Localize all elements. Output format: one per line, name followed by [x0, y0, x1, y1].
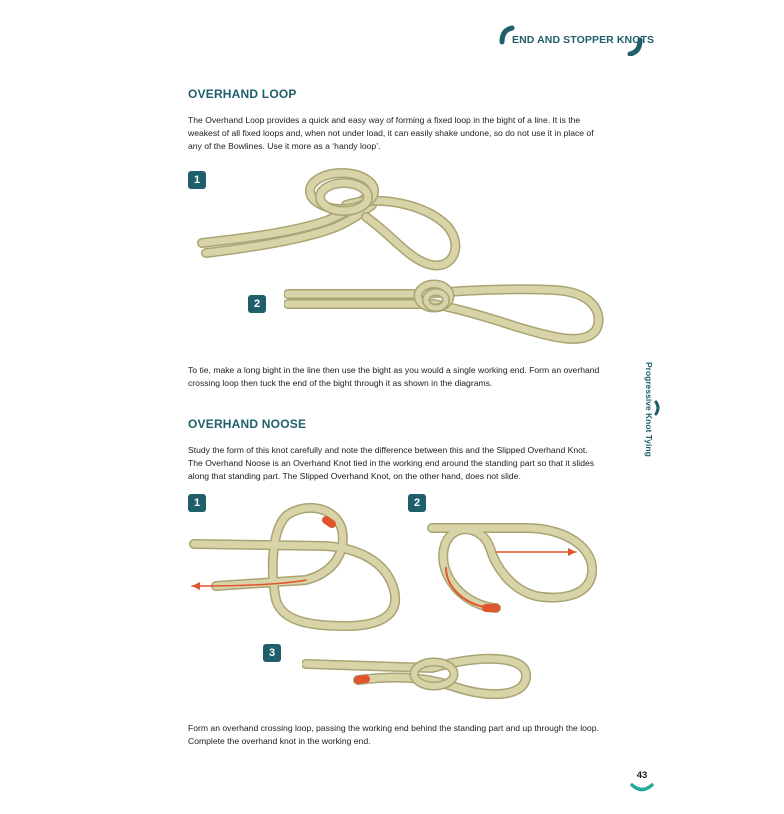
section-heading-overhand-noose: OVERHAND NOOSE	[188, 417, 307, 431]
overhand-noose-instructions: Form an overhand crossing loop, passing the working end behind the standing part and up through the loop. Complete the overhand knot in the working end.	[188, 723, 599, 746]
page-number: 43	[636, 770, 648, 781]
step-badge-1: 1	[188, 494, 206, 512]
overhand-noose-intro: Study the form of this knot carefully and note the difference between this and the Slipped Overhand Knot. The Overhand Noose is an Overhand Knot tied in the working end around the standing part so that it slides along that standing part. The Slipped Overhand Knot, on the other hand, does not slide.	[188, 445, 595, 481]
step-badge-2: 2	[248, 295, 266, 313]
overhand-loop-diagram-1	[196, 165, 466, 275]
section-heading-overhand-loop: OVERHAND LOOP	[188, 87, 297, 101]
side-tab-bracket-icon	[654, 400, 662, 416]
step-badge-3: 3	[263, 644, 281, 662]
page-number-bracket-icon	[630, 782, 654, 794]
side-tab	[636, 362, 662, 457]
overhand-noose-diagram-2	[426, 508, 606, 618]
overhand-loop-diagram-2	[284, 274, 608, 348]
side-tab-label: Progressive Knot Tying	[644, 362, 654, 457]
step-badge-1: 1	[188, 171, 206, 189]
chapter-title: END AND STOPPER KNOTS	[512, 34, 655, 46]
overhand-loop-instructions: To tie, make a long bight in the line then use the bight as you would a single working end. Form an overhand crossing loop then tuck the end of the bight through it as shown in the diagrams.	[188, 365, 600, 388]
overhand-noose-diagram-1	[186, 500, 408, 632]
step-badge-2: 2	[408, 494, 426, 512]
overhand-loop-intro: The Overhand Loop provides a quick and easy way of forming a fixed loop in the bight of a line. It is the weakest of all fixed loops and, when not under load, it can easily shake undone, so do not use it in place of any of the Bowlines. Use it more as a ‘handy loop’.	[188, 115, 594, 151]
overhand-noose-diagram-3	[302, 644, 534, 708]
chapter-header	[498, 24, 655, 56]
